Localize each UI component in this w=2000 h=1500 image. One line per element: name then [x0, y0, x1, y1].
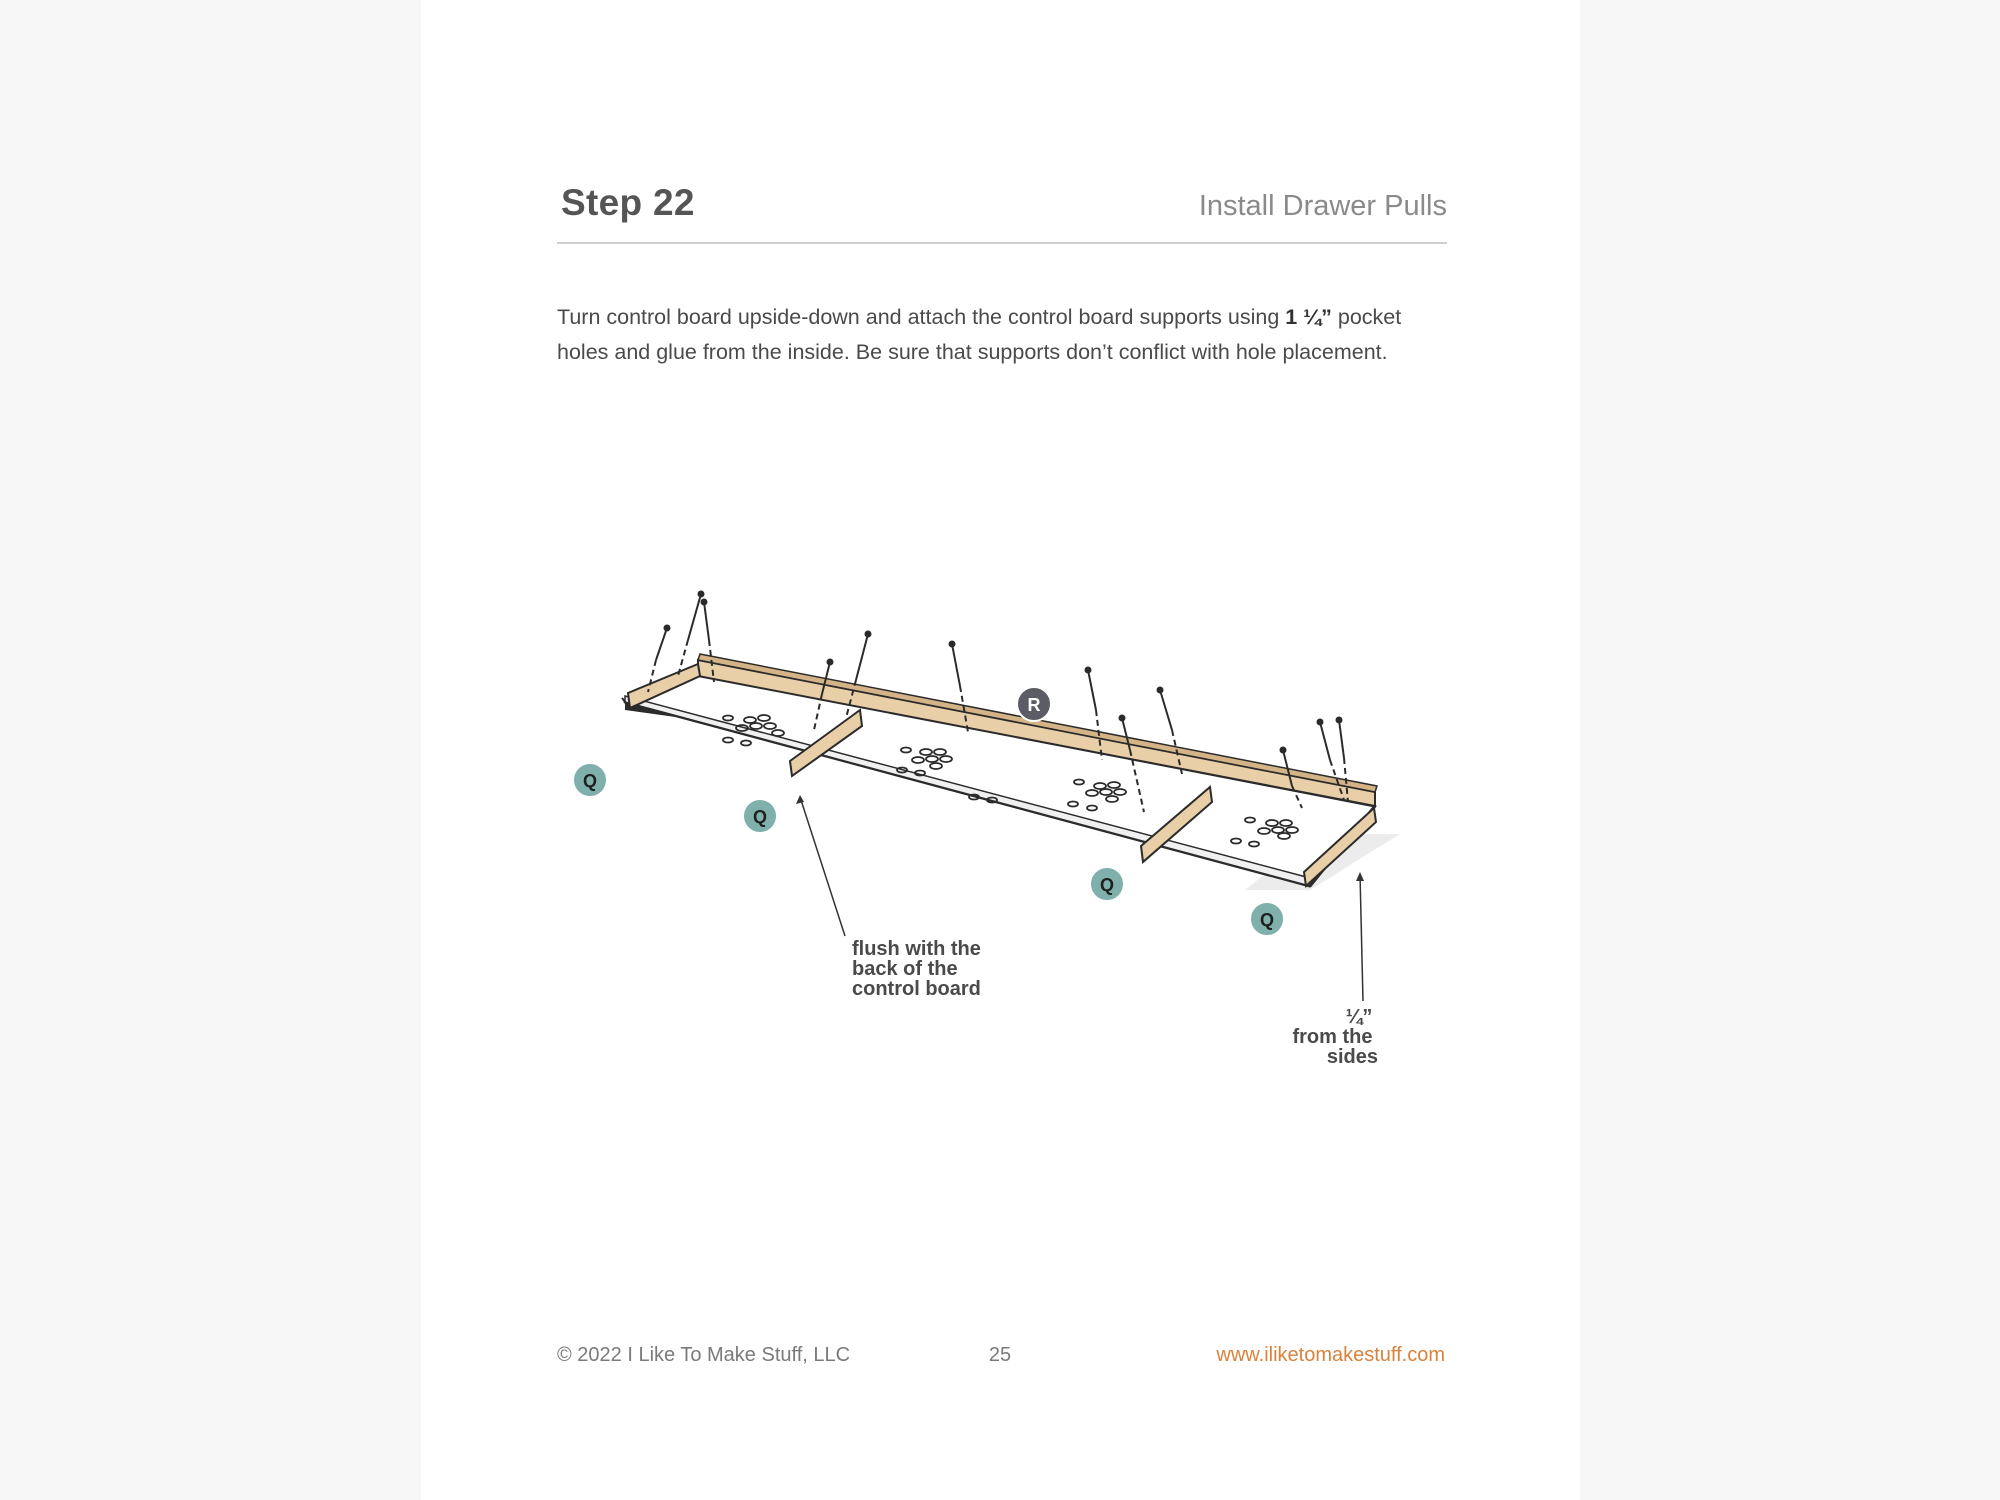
badge-r [1017, 687, 1051, 721]
callout-sides: ¼” from the sides [1292, 1006, 1378, 1068]
instructions-text-2: pocket holes and glue from the inside. Be sure that supports don’t conflict with hole placement. [557, 305, 1402, 364]
instructions-bold-size: 1 ¼” [1285, 305, 1332, 329]
badge-q-1 [573, 763, 607, 797]
assembly-diagram [560, 580, 1420, 1100]
badge-q-2 [743, 799, 777, 833]
leader-sides [1360, 874, 1363, 1001]
badge-q-4 [1250, 902, 1284, 936]
instructions-paragraph [557, 300, 1447, 370]
badge-q-3 [1090, 867, 1124, 901]
copyright: © 2022 I Like To Make Stuff, LLC [557, 1344, 851, 1366]
svg-text:Q: Q [1259, 910, 1275, 930]
website-link[interactable]: www.iliketomakestuff.com [1216, 1344, 1445, 1366]
svg-text:Q: Q [1099, 875, 1115, 895]
svg-text:Q: Q [582, 771, 598, 791]
step-header [557, 178, 1447, 244]
svg-text:R: R [1027, 695, 1041, 715]
page-number: 25 [988, 1344, 1012, 1366]
step-title: Install Drawer Pulls [1198, 190, 1447, 222]
svg-text:Q: Q [752, 807, 768, 827]
step-number: Step 22 [561, 182, 695, 223]
callout-flush: flush with the back of the control board [852, 938, 981, 1000]
leader-flush [800, 797, 845, 936]
instructions-text-1: Turn control board upside-down and attach the control board supports using [557, 305, 1286, 329]
